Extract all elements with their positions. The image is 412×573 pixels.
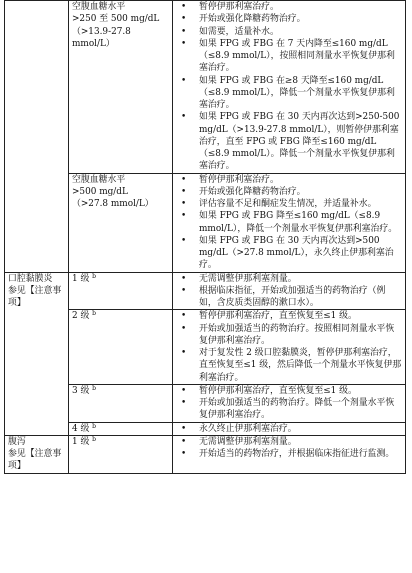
- list-item: • 如果 FPG 或 FBG 在≥8 天降至≤160 mg/dL（≤8.9 mmol/L），降低一个剂量水平恢复伊那利塞治疗。: [176, 75, 403, 112]
- list-item: • 如果 FPG 或 FBG 在 30 天内再次达到>250-500 mg/dL（>13.9-27.8 mmol/L），则暂停伊那利塞治疗，直至 FPG 或 FBG 降至≤160 mg/dL（≤8.9 mmol/L）。降低一个剂量水平恢复伊那利塞治疗。: [176, 111, 403, 172]
- severity-label: 2 级: [72, 311, 90, 322]
- list-item: • 评估容量不足和酮症发生情况，并适量补水。: [176, 198, 403, 210]
- list-item: • 暂停伊那利塞治疗。: [176, 1, 403, 13]
- severity-cell: [69, 310, 173, 385]
- severity-label: 1 级: [72, 436, 90, 447]
- severity-cell: [69, 422, 173, 435]
- list-item: • 开始或加强适当的药物治疗。降低一个剂量水平恢复伊那利塞治疗。: [176, 397, 403, 422]
- severity-cell: [69, 1, 173, 174]
- list-item: • 对于复发性 2 级口腔黏膜炎，暂停伊那利塞治疗，直至恢复至≤1 级，然后降低一个剂量水平恢复伊那利塞治疗。: [176, 347, 403, 384]
- list-item: • 如果 FPG 或 FBG 在 7 天内降至≤160 mg/dL（≤8.9 mmol/L），按照相同剂量水平恢复伊那利塞治疗。: [176, 38, 403, 75]
- list-item: • 如果 FPG 或 FBG 在 30 天内再次达到>500 mg/dL（>27.8 mmol/L），永久终止伊那利塞治疗。: [176, 235, 403, 272]
- severity-label: 空腹血糖水平 >250 至 500 mg/dL （>13.9-27.8 mmol/L）: [72, 2, 160, 49]
- list-item: • 暂停伊那利塞治疗，直至恢复至≤1 级。: [176, 310, 403, 322]
- severity-label: 4 级: [72, 423, 90, 434]
- list-item: • 暂停伊那利塞治疗，直至恢复至≤1 级。: [176, 385, 403, 397]
- recommendation-list: [176, 174, 403, 272]
- footnote-marker: b: [92, 310, 97, 318]
- recommendation-list: [176, 436, 403, 461]
- list-item: • 开始或强化降糖药物治疗。: [176, 13, 403, 25]
- severity-cell: [69, 435, 173, 473]
- severity-label: 3 级: [72, 385, 90, 396]
- list-item: • 开始或加强适当的药物治疗。按照相同剂量水平恢复伊那利塞治疗。: [176, 323, 403, 348]
- recommendation-cell: [173, 422, 406, 435]
- recommendation-cell: [173, 173, 406, 272]
- dose-modification-table: [4, 0, 406, 474]
- list-item: • 永久终止伊那利塞治疗。: [176, 423, 403, 435]
- recommendation-cell: [173, 1, 406, 174]
- footnote-marker: b: [92, 272, 97, 280]
- footnote-marker: b: [92, 435, 97, 443]
- adverse-reaction-cell: [5, 1, 69, 273]
- recommendation-cell: [173, 435, 406, 473]
- table-row: [5, 435, 406, 473]
- adverse-reaction-cell: 腹泻 参见【注意事项】: [5, 435, 69, 473]
- recommendation-cell: [173, 310, 406, 385]
- severity-cell: [69, 173, 173, 272]
- adverse-reaction-cell: 口腔黏膜炎 参见【注意事项】: [5, 272, 69, 435]
- list-item: • 暂停伊那利塞治疗。: [176, 174, 403, 186]
- table-row: [5, 1, 406, 174]
- severity-label: 1 级: [72, 273, 90, 284]
- recommendation-cell: [173, 272, 406, 310]
- list-item: • 无需调整伊那利塞剂量。: [176, 436, 403, 448]
- table-row: [5, 272, 406, 310]
- severity-cell: [69, 384, 173, 422]
- list-item: • 根据临床指征，开始或加强适当的药物治疗（例如，含皮质类固醇的漱口水）。: [176, 285, 403, 310]
- severity-label: 空腹血糖水平 >500 mg/dL （>27.8 mmol/L）: [72, 174, 154, 209]
- recommendation-list: [176, 1, 403, 173]
- recommendation-list: [176, 423, 403, 435]
- list-item: • 无需调整伊那利塞剂量。: [176, 273, 403, 285]
- recommendation-list: [176, 273, 403, 310]
- list-item: • 如需要，适量补水。: [176, 26, 403, 38]
- footnote-marker: b: [92, 422, 97, 430]
- list-item: • 如果 FPG 或 FBG 降至≤160 mg/dL（≤8.9 mmol/L），降低一个剂量水平恢复伊那利塞治疗。: [176, 210, 403, 235]
- recommendation-cell: [173, 384, 406, 422]
- recommendation-list: [176, 385, 403, 422]
- footnote-marker: b: [92, 384, 97, 392]
- recommendation-list: [176, 310, 403, 384]
- list-item: • 开始或强化降糖药物治疗。: [176, 186, 403, 198]
- severity-cell: [69, 272, 173, 310]
- list-item: • 开始适当的药物治疗，并根据临床指征进行监测。: [176, 448, 403, 460]
